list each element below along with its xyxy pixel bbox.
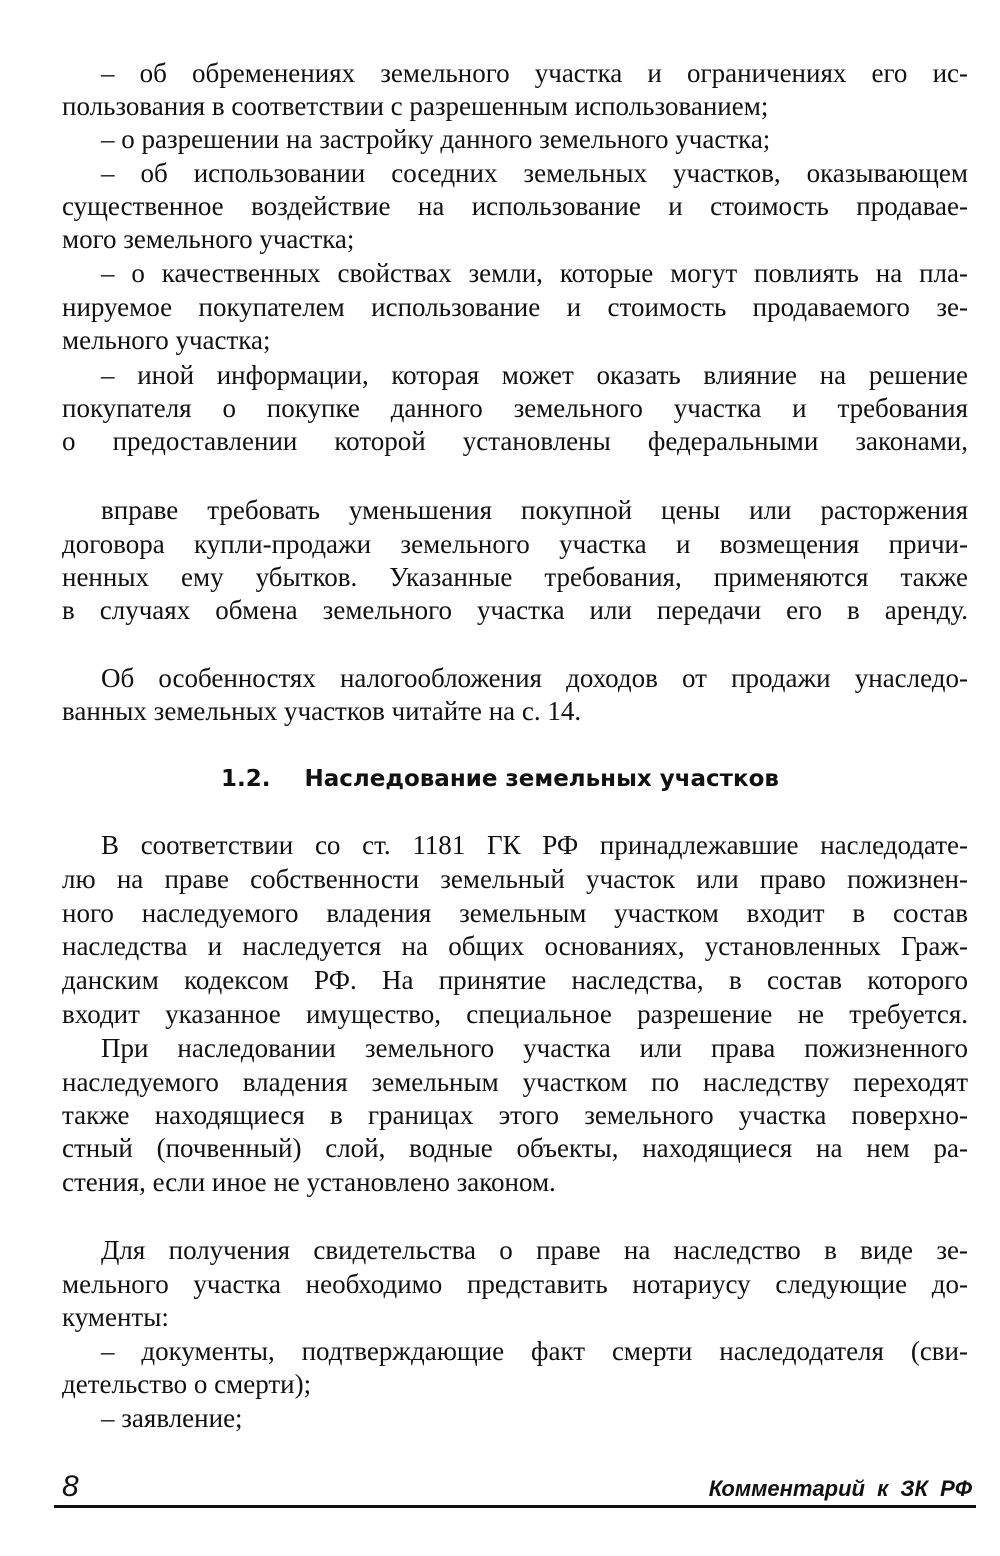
text-line: лю на праве собственности земельный участок или право пожизнен- <box>62 864 968 894</box>
text-line: договора купли-продажи земельного участка и возмещения причи- <box>62 529 968 559</box>
text-line: в случаях обмена земельного участка или передачи его в аренду. <box>62 595 968 625</box>
text-line: вправе требовать уменьшения покупной цены или расторжения <box>101 495 968 525</box>
text-line: мого земельного участка; <box>62 224 355 254</box>
text-line: мельного участка; <box>62 325 271 355</box>
text-line: наследуемого владения земельным участком по наследству переходят <box>62 1067 968 1097</box>
text-line: входит указанное имущество, специальное разрешение не требуется. <box>62 999 968 1029</box>
text-line: – о качественных свойствах земли, которые могут повлиять на пла- <box>101 258 968 288</box>
text-line: Об особенностях налогообложения доходов от продажи унаследо- <box>101 663 968 693</box>
text-line: мельного участка необходимо представить нотариусу следующие до- <box>62 1269 968 1299</box>
text-line: ного наследуемого владения земельным участком входит в состав <box>62 898 968 928</box>
text-line: – заявление; <box>101 1403 243 1433</box>
text-line: – об использовании соседних земельных участков, оказывающем <box>101 158 968 188</box>
text-line: стный (почвенный) слой, водные объекты, находящиеся на нем ра- <box>62 1133 968 1163</box>
text-line: пользования в соответствии с разрешенным использованием; <box>62 91 769 121</box>
text-line: При наследовании земельного участка или права пожизненного <box>101 1033 968 1063</box>
text-line: Для получения свидетельства о праве на наследство в виде зе- <box>101 1235 968 1265</box>
text-line: – о разрешении на застройку данного земельного участка; <box>101 124 771 154</box>
text-line: покупателя о покупке данного земельного участка и требования <box>62 393 968 423</box>
section-title: Наследование земельных участков <box>304 766 779 792</box>
text-line: детельство о смерти); <box>62 1369 312 1399</box>
text-line: – об обременениях земельного участка и ограничениях его ис- <box>101 58 968 88</box>
text-line: – иной информации, которая может оказать влияние на решение <box>101 360 968 390</box>
text-line: также находящиеся в границах этого земельного участка поверхно- <box>62 1100 968 1130</box>
running-title: Комментарий к ЗК РФ <box>708 1476 972 1501</box>
section-heading <box>0 762 1000 796</box>
text-line: В соответствии со ст. 1181 ГК РФ принадлежавшие наследодате- <box>101 830 968 860</box>
text-line: данским кодексом РФ. На принятие наследства, в состав которого <box>62 965 968 995</box>
text-line: – документы, подтверждающие факт смерти наследодателя (сви- <box>101 1336 968 1366</box>
page-number: 8 <box>62 1470 79 1503</box>
section-number: 1.2. <box>221 766 271 792</box>
text-line: стения, если иное не установлено законом. <box>62 1167 556 1197</box>
text-line: кументы: <box>62 1302 169 1332</box>
text-line: существенное воздействие на использование и стоимость продавае- <box>62 191 968 221</box>
text-line: о предоставлении которой установлены федеральными законами, <box>62 426 968 456</box>
text-line: наследства и наследуется на общих основаниях, установленных Граж- <box>62 931 968 961</box>
text-line: ванных земельных участков читайте на с. 14. <box>62 696 582 726</box>
text-line: ненных ему убытков. Указанные требования, применяются также <box>62 562 968 592</box>
footer-rule <box>54 1505 976 1508</box>
text-line: нируемое покупателем использование и стоимость продаваемого зе- <box>62 292 968 322</box>
